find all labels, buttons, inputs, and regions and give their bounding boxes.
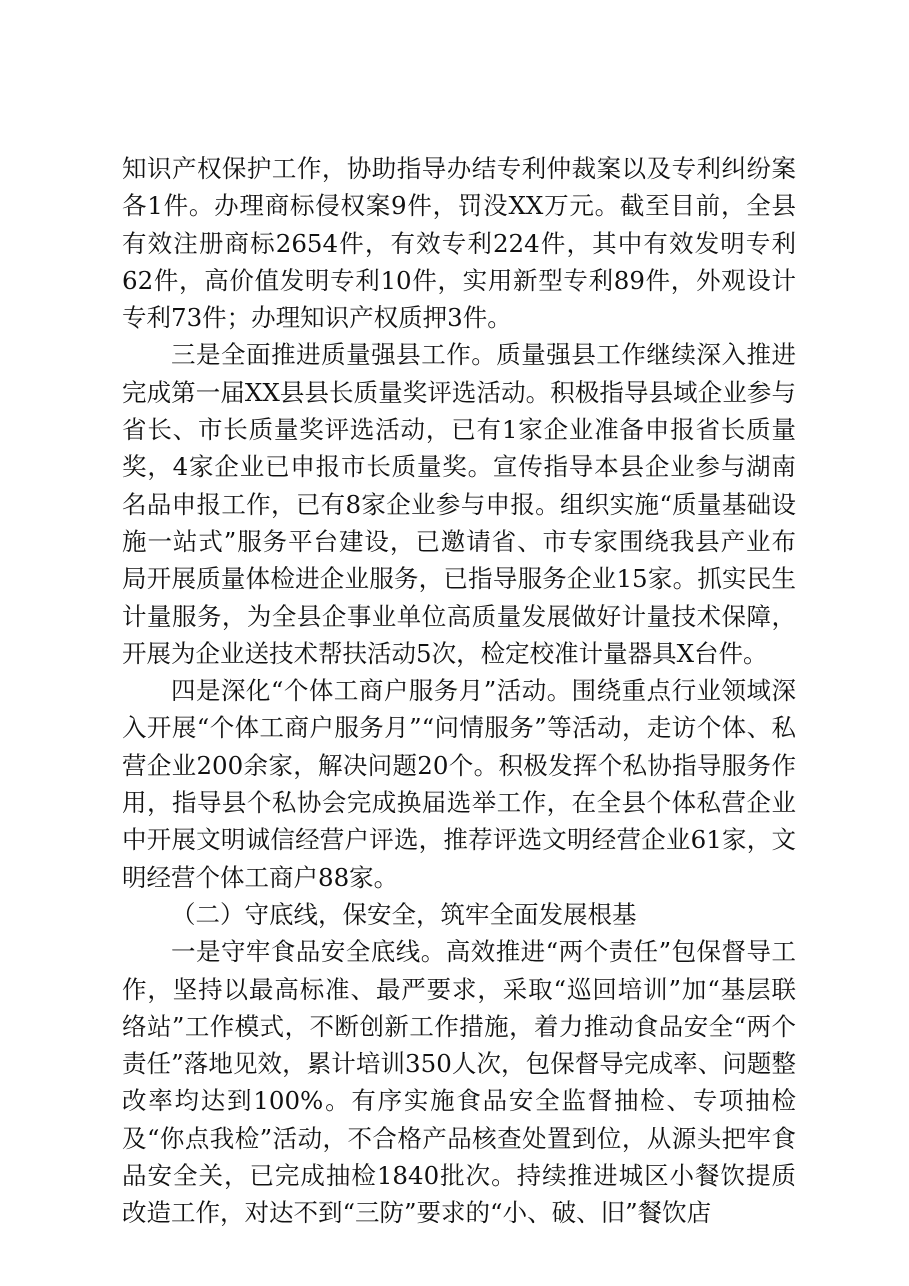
paragraph-ip-protection: 知识产权保护工作，协助指导办结专利仲裁案以及专利纠纷案各1件。办理商标侵权案9件，罚没XX万元。截至目前，全县有效注册商标2654件，有效专利224件，其中有效发明专利62件，高价值发明专利10件，实用新型专利89件，外观设计专利73件；办理知识产权质押3件。 (122, 154, 796, 333)
section-heading-bottom-line: （二）守底线，保安全，筑牢全面发展根基 (171, 899, 637, 929)
paragraph-individual-business-month: 四是深化“个体工商户服务月”活动。围绕重点行业领域深入开展“个体工商户服务月”“问情服务”等活动，走访个体、私营企业200余家，解决问题20个。积极发挥个私协指导服务作用，指导县个私协会完成换届选举工作，在全县个体私营企业中开展文明诚信经营户评选，推荐评选文明经营企业61家，文明经营个体工商户88家。 (122, 676, 796, 892)
paragraph-food-safety: 一是守牢食品安全底线。高效推进“两个责任”包保督导工作，坚持以最高标准、最严要求，采取“巡回培训”加“基层联络站”工作模式，不断创新工作措施，着力推动食品安全“两个责任”落地见效，累计培训350人次，包保督导完成率、问题整改率均达到100%。有序实施食品安全监督抽检、专项抽检及“你点我检”活动，不合格产品核查处置到位，从源头把牢食品安全关，已完成抽检1840批次。持续推进城区小餐饮提质改造工作，对达不到“三防”要求的“小、破、旧”餐饮店 (122, 937, 796, 1228)
document-page (122, 150, 796, 1232)
paragraph-quality-county: 三是全面推进质量强县工作。质量强县工作继续深入推进完成第一届XX县县长质量奖评选活动。积极指导县域企业参与省长、市长质量奖评选活动，已有1家企业准备申报省长质量奖，4家企业已申报市长质量奖。宣传指导本县企业参与湖南名品申报工作，已有8家企业参与申报。组织实施“质量基础设施一站式”服务平台建设，已邀请省、市专家围绕我县产业布局开展质量体检进企业服务，已指导服务企业15家。抓实民生计量服务，为全县企事业单位高质量发展做好计量技术保障，开展为企业送技术帮扶活动5次，检定校准计量器具X台件。 (122, 340, 796, 668)
